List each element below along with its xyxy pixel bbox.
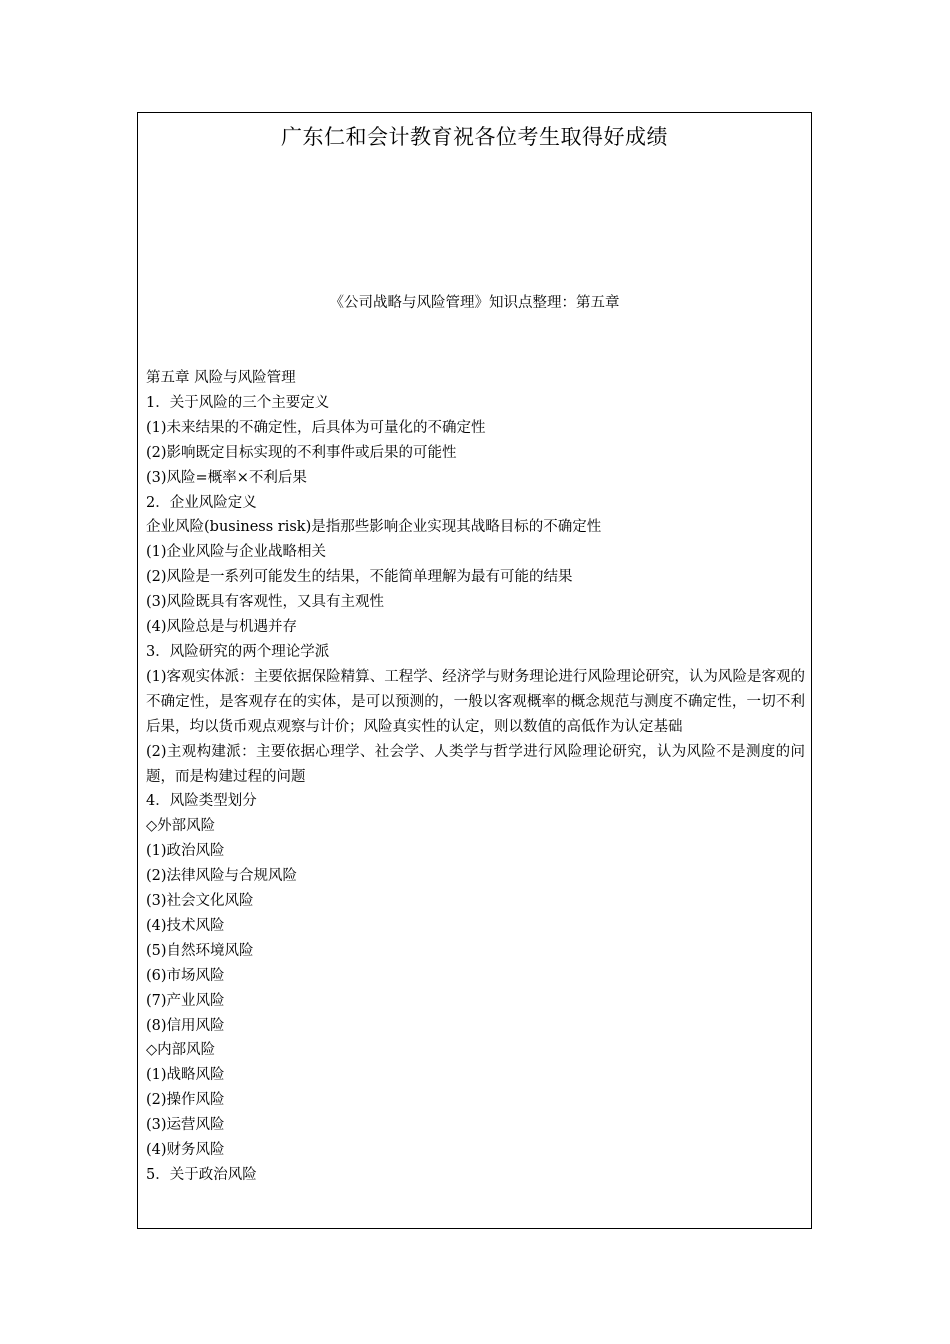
list-item: (2)风险是一系列可能发生的结果，不能简单理解为最有可能的结果 bbox=[146, 569, 573, 586]
list-item: (8)信用风险 bbox=[146, 1017, 225, 1034]
document-frame bbox=[137, 112, 812, 1229]
list-item: (2)法律风险与合规风险 bbox=[146, 868, 298, 885]
list-item: (4)风险总是与机遇并存 bbox=[146, 619, 298, 636]
list-item: (1)战略风险 bbox=[146, 1067, 225, 1084]
section-heading: 2．企业风险定义 bbox=[146, 494, 257, 511]
list-item: (6)市场风险 bbox=[146, 967, 225, 984]
list-item: (1)未来结果的不确定性，后具体为可量化的不确定性 bbox=[146, 419, 486, 436]
list-item: (5)自然环境风险 bbox=[146, 942, 254, 959]
list-item: (2)操作风险 bbox=[146, 1092, 225, 1109]
list-item: (4)技术风险 bbox=[146, 917, 225, 934]
paragraph: 企业风险(business risk)是指那些影响企业实现其战略目标的不确定性 bbox=[146, 519, 602, 536]
list-item: (3)社会文化风险 bbox=[146, 893, 254, 910]
list-item: (1)企业风险与企业战略相关 bbox=[146, 544, 327, 561]
document-title: 《公司战略与风险管理》知识点整理：第五章 bbox=[329, 295, 620, 311]
subsection-heading: ◇内部风险 bbox=[146, 1042, 216, 1059]
list-item: (7)产业风险 bbox=[146, 992, 225, 1009]
list-item: (2)主观构建派：主要依据心理学、社会学、人类学与哲学进行风险理论研究，认为风险不是测度的问题，而是构建过程的问题 bbox=[146, 743, 805, 785]
section-heading: 4．风险类型划分 bbox=[146, 793, 257, 810]
section-heading: 5．关于政治风险 bbox=[146, 1167, 257, 1183]
subsection-heading: ◇外部风险 bbox=[146, 818, 216, 835]
list-item: (1)政治风险 bbox=[146, 843, 225, 860]
section-heading: 1．关于风险的三个主要定义 bbox=[146, 394, 330, 411]
list-item: (1)客观实体派：主要依据保险精算、工程学、经济学与财务理论进行风险理论研究，认为风险是客观的不确定性，是客观存在的实体，是可以预测的，一般以客观概率的概念规范与测度不确定性，一切不利后果，均以货币观点观察与计价；风险真实性的认定，则以数值的高低作为认定基础 bbox=[146, 668, 805, 735]
list-item: (2)影响既定目标实现的不利事件或后果的可能性 bbox=[146, 444, 457, 461]
list-item: (3)运营风险 bbox=[146, 1117, 225, 1134]
document-body bbox=[146, 366, 805, 1188]
list-item: (3)风险既具有客观性，又具有主观性 bbox=[146, 594, 385, 611]
section-heading: 3．风险研究的两个理论学派 bbox=[146, 643, 330, 660]
chapter-heading: 第五章 风险与风险管理 bbox=[146, 370, 296, 386]
header-title: 广东仁和会计教育祝各位考生取得好成绩 bbox=[281, 125, 668, 149]
list-item: (4)财务风险 bbox=[146, 1142, 225, 1159]
list-item: (3)风险=概率×不利后果 bbox=[146, 469, 307, 486]
